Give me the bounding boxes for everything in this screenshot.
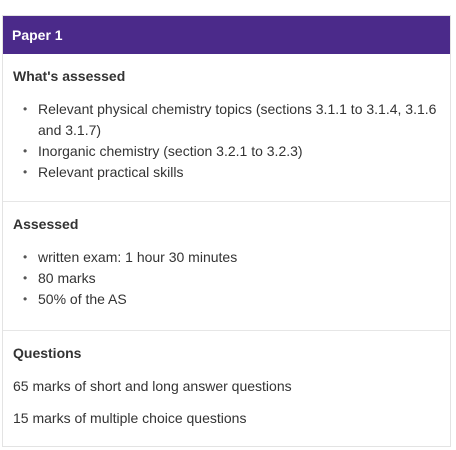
paper-card [2,15,451,447]
list-item: • Relevant practical skills [38,162,440,183]
list-item: • Relevant physical chemistry topics (sections 3.1.1 to 3.1.4, 3.1.6 and 3.1.7) [38,99,440,141]
card-header [3,16,450,54]
list-item: • 80 marks [38,268,440,289]
whats-assessed-heading: What's assessed [13,68,126,84]
assessed-heading: Assessed [13,216,79,232]
questions-line: 15 marks of multiple choice questions [13,410,247,426]
assessed-section [3,202,450,331]
list-item: • 50% of the AS [38,289,440,310]
whats-assessed-section [3,54,450,202]
list-item: • Inorganic chemistry (section 3.2.1 to 3.2.3) [38,141,440,162]
card-title: Paper 1 [12,27,63,43]
list-item: • written exam: 1 hour 30 minutes [38,247,440,268]
questions-line: 65 marks of short and long answer questions [13,378,292,394]
questions-heading: Questions [13,345,82,361]
questions-section [3,331,450,427]
whats-assessed-list [13,99,440,183]
assessed-list [13,247,440,310]
